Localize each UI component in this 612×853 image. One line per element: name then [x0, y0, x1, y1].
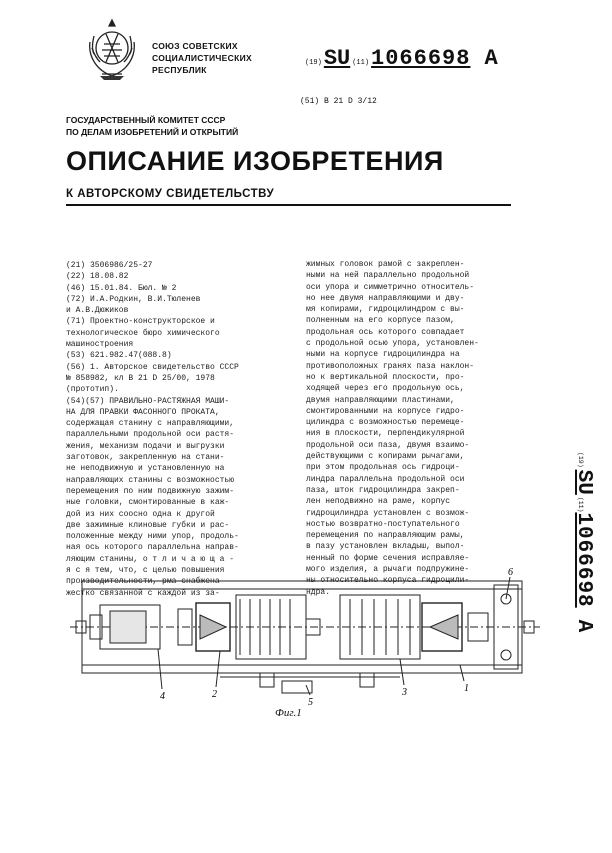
text-line: ненный по форме сечения исправляе-	[306, 553, 470, 563]
text-line: смонтированными на корпусе гидро-	[306, 406, 465, 416]
header-rule	[66, 204, 511, 206]
text-line: № 858982, кл В 21 D 25/00, 1978	[66, 373, 215, 383]
text-line: ные головки, смонтированные в каж-	[66, 498, 230, 508]
text-line: в пазу установлен вкладыш, выпол-	[306, 542, 465, 552]
text-line: но нее двумя направляющими и дву-	[306, 293, 465, 303]
org-line: СОЦИАЛИСТИЧЕСКИХ	[152, 53, 252, 63]
text-line: продольной оси паза, двумя взаимо-	[306, 440, 470, 450]
text-line: но к вертикальной плоскости, про-	[306, 372, 465, 382]
text-line: содержащая станину с направляющими,	[66, 419, 235, 429]
text-line: ходящей через его продольную ось,	[306, 384, 465, 394]
claim-continuation	[306, 259, 526, 598]
text-line: (56) 1. Авторское свидетельство СССР	[66, 362, 239, 372]
text-line: параллельными продольной оси растя-	[66, 430, 235, 440]
text-line: (прототип).	[66, 385, 119, 395]
text-line: (22) 18.08.82	[66, 272, 129, 282]
text-line: ндра.	[306, 587, 331, 597]
text-line: производительности, рма снабжена	[66, 577, 220, 587]
text-line: две зажимные клиновые губки и рас-	[66, 520, 230, 530]
label-4: 4	[160, 691, 165, 702]
figure-caption: Фиг.1	[275, 707, 302, 719]
text-line: технологическое бюро химического	[66, 328, 220, 338]
text-line: положенные между ними упор, продоль-	[66, 532, 239, 542]
text-line: линдра параллельна продольной оси	[306, 474, 465, 484]
org-name	[152, 40, 252, 76]
inid-code-11: (11)	[352, 59, 370, 67]
label-2: 2	[212, 689, 217, 700]
inid-code-19: (19)	[577, 452, 584, 468]
org-line: РЕСПУБЛИК	[152, 65, 207, 75]
text-line: дой из них соосно одна к другой	[66, 509, 215, 519]
text-line: НА ДЛЯ ПРАВКИ ФАСОННОГО ПРОКАТА,	[66, 407, 220, 417]
text-line: я с я тем, что, с целью повышения	[66, 566, 225, 576]
text-line: перемещения по ним подвижную зажим-	[66, 486, 235, 496]
vertical-patent-number	[555, 452, 599, 662]
text-line: паза, шток гидроцилиндра закреп-	[306, 485, 460, 495]
country-code: SU	[572, 469, 595, 495]
label-1: 1	[464, 683, 469, 694]
org-line: СОЮЗ СОВЕТСКИХ	[152, 41, 238, 51]
text-line: лен неподвижно на раме, корпус	[306, 497, 451, 507]
text-line: перемещения по направляющим рамы,	[306, 531, 465, 541]
text-line: (72) И.А.Родкин, В.И.Тюленев	[66, 294, 201, 304]
machine-drawing	[70, 565, 540, 715]
text-line: (53) 621.982.47(088.8)	[66, 351, 172, 361]
text-line: жимных головок рамой с закреплен-	[306, 260, 465, 269]
text-line: (54)(57) ПРАВИЛЬНО-РАСТЯЖНАЯ МАШИ-	[66, 396, 230, 406]
text-line: полненным на его корпусе пазом,	[306, 316, 455, 326]
bibliographic-data	[66, 260, 294, 599]
text-line: ния в плоскости, перпендикулярной	[306, 429, 465, 439]
text-line: при этом продольная ось гидроци-	[306, 463, 460, 473]
text-line: ная ось которого параллельна направ-	[66, 543, 239, 553]
inid-code-11: (11)	[577, 496, 584, 513]
committee-line: ГОСУДАРСТВЕННЫЙ КОМИТЕТ СССР	[66, 115, 226, 125]
document-subtitle: К АВТОРСКОМУ СВИДЕТЕЛЬСТВУ	[66, 188, 275, 200]
text-line: не неподвижную и установленную на	[66, 464, 225, 474]
text-line: оси упора и симметрично относитель-	[306, 282, 475, 292]
text-line: продольная ось которого совпадает	[306, 327, 465, 337]
label-6: 6	[508, 567, 513, 578]
inid-code-19: (19)	[305, 59, 322, 67]
ipc-class: (51) B 21 D 3/12	[300, 97, 377, 106]
committee-name	[66, 114, 238, 138]
text-line: противоположных гранях паза наклон-	[306, 361, 475, 371]
text-line: гидроцилиндра установлен с возмож-	[306, 508, 470, 518]
kind-code: A	[572, 619, 595, 633]
text-line: ными на ней параллельно продольной	[306, 271, 470, 281]
text-line: действующими с копирами рычагами,	[306, 452, 465, 462]
text-line: ны относительно корпуса гидроцили-	[306, 576, 470, 586]
label-5: 5	[308, 697, 313, 708]
text-line: с продольной осью упора, установлен-	[306, 339, 479, 349]
patent-number	[305, 46, 498, 71]
text-line: ляющим станины, о т л и ч а ю щ а -	[66, 554, 235, 564]
ussr-emblem-icon	[80, 14, 144, 84]
patent-num: 1066698	[371, 46, 471, 71]
label-3: 3	[402, 687, 407, 698]
country-code: SU	[323, 46, 351, 71]
document-title: ОПИСАНИЕ ИЗОБРЕТЕНИЯ	[66, 146, 444, 176]
kind-code: A	[484, 46, 498, 71]
text-line: мого изделия, а рычаги подпружине-	[306, 565, 470, 575]
text-line: машиностроения	[66, 340, 134, 350]
text-line: направляющих станины с возможностью	[66, 475, 235, 485]
text-line: (46) 15.01.84. Бюл. № 2	[66, 283, 177, 293]
text-line: заготовок, закрепленную на стани-	[66, 453, 225, 463]
text-line: (21) 3506986/25-27	[66, 261, 153, 270]
text-line: мя копирами, гидроцилиндром с вы-	[306, 305, 465, 315]
text-line: (71) Проектно-конструкторское и	[66, 317, 215, 327]
text-line: двумя направляющими пластинами,	[306, 395, 455, 405]
committee-line: ПО ДЕЛАМ ИЗОБРЕТЕНИЙ И ОТКРЫТИЙ	[66, 127, 239, 137]
patent-num: 1066698	[572, 512, 595, 608]
text-line: жения, механизм подачи и выгрузки	[66, 441, 225, 451]
text-line: ными на корпусе гидроцилиндра на	[306, 350, 460, 360]
text-line: и А.В.Дюжиков	[66, 306, 129, 316]
text-line: жестко связанной с каждой из за-	[66, 588, 220, 598]
text-line: ностью возвратно-поступательного	[306, 519, 460, 529]
text-line: цилиндра с возможностью перемеще-	[306, 418, 465, 428]
